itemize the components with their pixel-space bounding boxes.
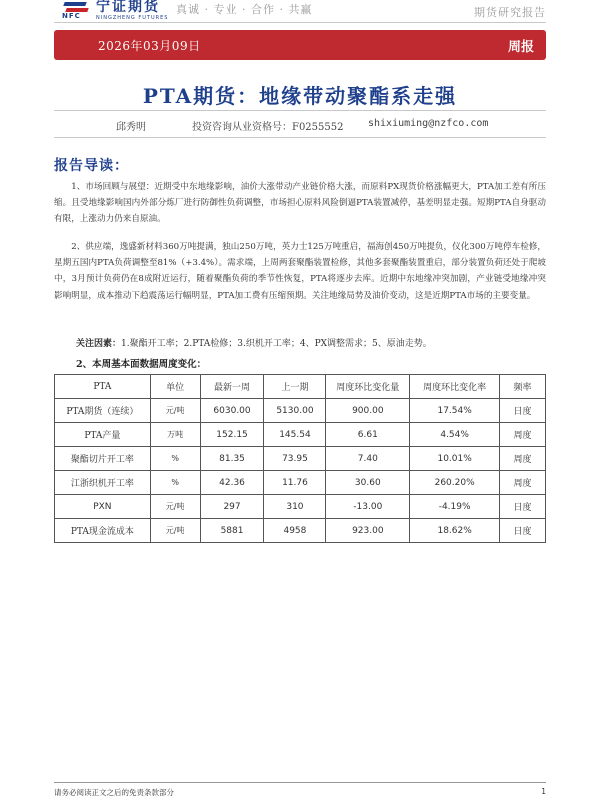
- intro-paragraph-2: 2、供应端，逸盛新材料360万吨提满，独山250万吨，英力士125万吨重启，福海创450万吨提负，仪化300万吨停车检修，星期五国内PTA负荷调整至81%（+3.4%）。需求端，上周两套聚酯装置检修，其他多套聚酯装置重启，部分装置负荷还处于爬坡中，3月预计负荷仍在8成附近运行，随着聚酯负荷的季节性恢复，PTA将逐步去库。近期中东地缘冲突加剧，产业链受地缘冲突影响明显，成本推动下趋震荡运行幅明显，PTA加工费有压缩预期。关注地缘局势及油价变动，这是近期PTA市场的主要变量。: [54, 242, 546, 301]
- header-cell: 上一期: [264, 375, 326, 399]
- unit-cell: %: [150, 471, 200, 495]
- change-rate-cell: -4.19%: [410, 495, 500, 519]
- intro-paragraph-1: 1、市场回顾与展望：近期受中东地缘影响，油价大涨带动产业链价格大涨，而原料PX现货价格涨幅更大，PTA加工差有所压缩。且受地缘影响国内外部分炼厂进行防御性负荷调整，市场担心原料风险倒逼PTA装置减停，基差明显走强。短期PTA自身驱动有限，上涨动力仍来自原油。: [54, 182, 546, 225]
- frequency-cell: 日度: [500, 495, 546, 519]
- logo-chinese-name: 宁证期货: [96, 0, 160, 15]
- previous-cell: 310: [264, 495, 326, 519]
- frequency-cell: 周度: [500, 471, 546, 495]
- focus-label: 关注因素：: [76, 339, 122, 349]
- report-type: 周报: [507, 40, 534, 55]
- previous-cell: 11.76: [264, 471, 326, 495]
- focus-factors: [76, 336, 432, 349]
- frequency-cell: 周度: [500, 447, 546, 471]
- frequency-cell: 日度: [500, 399, 546, 423]
- table-row: [55, 495, 546, 519]
- logo-english-name: NINGZHENG FUTURES: [96, 15, 169, 21]
- header-cell: 频率: [500, 375, 546, 399]
- latest-cell: 81.35: [200, 447, 264, 471]
- previous-cell: 5130.00: [264, 399, 326, 423]
- header-cell: 周度环比变化率: [410, 375, 500, 399]
- logo-mark-icon: [62, 0, 92, 20]
- footer-disclaimer: 请务必阅读正文之后的免责条款部分: [54, 788, 174, 797]
- change-rate-cell: 10.01%: [410, 447, 500, 471]
- intro-heading: 报告导读：: [54, 158, 129, 174]
- page-title: PTA期货：地缘带动聚酯系走强: [142, 84, 458, 108]
- page-number: 1: [541, 787, 546, 796]
- change-rate-cell: 4.54%: [410, 423, 500, 447]
- frequency-cell: 周度: [500, 423, 546, 447]
- unit-cell: 元/吨: [150, 519, 200, 543]
- table-row: [55, 447, 546, 471]
- indicator-cell: PTA期货（连续）: [55, 399, 151, 423]
- table-header-row: [55, 375, 546, 399]
- report-category: 期货研究报告: [474, 6, 546, 19]
- previous-cell: 73.95: [264, 447, 326, 471]
- latest-cell: 42.36: [200, 471, 264, 495]
- page-header: [0, 0, 600, 26]
- unit-cell: %: [150, 447, 200, 471]
- unit-cell: 元/吨: [150, 495, 200, 519]
- logo-code: NFC: [62, 12, 81, 20]
- latest-cell: 297: [200, 495, 264, 519]
- change-rate-cell: 17.54%: [410, 399, 500, 423]
- date-banner: [54, 30, 546, 60]
- table-row: [55, 519, 546, 543]
- indicator-cell: PXN: [55, 495, 151, 519]
- author-certificate: 投资咨询从业资格号：F0255552: [192, 122, 344, 133]
- table-row: [55, 399, 546, 423]
- change-cell: 923.00: [326, 519, 410, 543]
- latest-cell: 152.15: [200, 423, 264, 447]
- report-date: 2026年03月09日: [98, 39, 201, 53]
- previous-cell: 4958: [264, 519, 326, 543]
- previous-cell: 145.54: [264, 423, 326, 447]
- author-info: [54, 110, 546, 138]
- footer-divider: [54, 782, 546, 783]
- table-title: 2、本周基本面数据周度变化：: [76, 359, 207, 370]
- change-rate-cell: 18.62%: [410, 519, 500, 543]
- header-cell: PTA: [55, 375, 151, 399]
- author-email[interactable]: shixiuming@nzfco.com: [368, 118, 489, 129]
- change-cell: 900.00: [326, 399, 410, 423]
- author-name: 邱秀明: [116, 122, 146, 133]
- change-cell: 6.61: [326, 423, 410, 447]
- table-row: [55, 423, 546, 447]
- change-cell: 30.60: [326, 471, 410, 495]
- table-row: [55, 471, 546, 495]
- unit-cell: 万吨: [150, 423, 200, 447]
- change-cell: 7.40: [326, 447, 410, 471]
- indicator-cell: PTA产量: [55, 423, 151, 447]
- company-slogan: 真诚 · 专业 · 合作 · 共赢: [176, 3, 313, 16]
- latest-cell: 5881: [200, 519, 264, 543]
- header-divider: [54, 22, 546, 23]
- indicator-cell: 聚酯切片开工率: [55, 447, 151, 471]
- frequency-cell: 日度: [500, 519, 546, 543]
- latest-cell: 6030.00: [200, 399, 264, 423]
- unit-cell: 元/吨: [150, 399, 200, 423]
- change-rate-cell: 260.20%: [410, 471, 500, 495]
- header-cell: 单位: [150, 375, 200, 399]
- header-cell: 最新一周: [200, 375, 264, 399]
- indicator-cell: 江浙织机开工率: [55, 471, 151, 495]
- indicator-cell: PTA现金流成本: [55, 519, 151, 543]
- change-cell: -13.00: [326, 495, 410, 519]
- header-cell: 周度环比变化量: [326, 375, 410, 399]
- company-logo: [62, 0, 168, 21]
- focus-items: 1.聚酯开工率；2.PTA检修；3.织机开工率；4、PX调整需求；5、原油走势。: [121, 339, 432, 349]
- fundamentals-table: [54, 374, 546, 543]
